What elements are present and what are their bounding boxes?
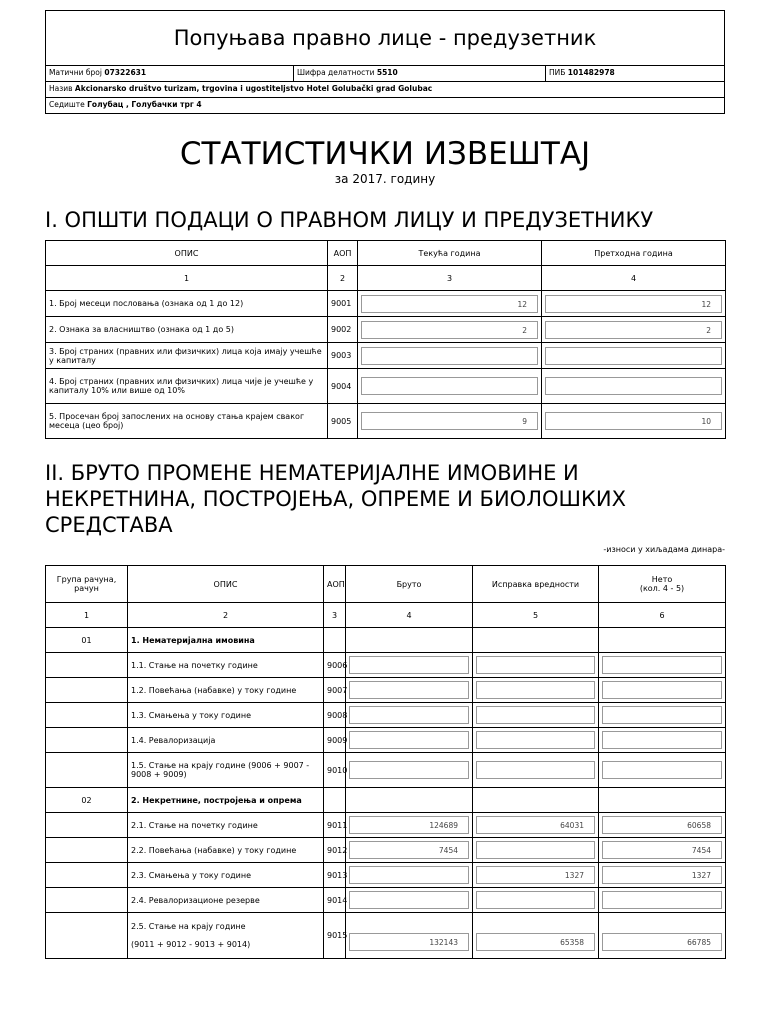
net-cell — [599, 813, 726, 838]
col-header-aop: АОП — [328, 241, 358, 266]
adjustment-cell — [473, 703, 599, 728]
row-aop: 9011 — [324, 813, 346, 838]
net-field[interactable] — [602, 891, 722, 909]
table-row — [46, 863, 726, 888]
row-aop: 9001 — [328, 291, 358, 317]
tax-id-label: ПИБ — [549, 68, 566, 77]
col-header-desc: ОПИС — [46, 241, 328, 266]
gross-changes-table — [45, 565, 726, 959]
row-description: 4. Број страних (правних или физичких) лица чије је учешће у капиталу 10% или више од 10% — [46, 369, 328, 404]
col-header-gross: Бруто — [346, 566, 473, 603]
group-row — [46, 788, 726, 813]
row-aop: 9003 — [328, 343, 358, 369]
col-number: 1 — [46, 266, 328, 291]
row-aop: 9013 — [324, 863, 346, 888]
adjustment-cell — [473, 813, 599, 838]
row-description: 1.5. Стање на крају године (9006 + 9007 - 9008 + 9009) — [128, 753, 324, 788]
table-row — [46, 317, 726, 343]
gross-cell — [346, 703, 473, 728]
row-aop: 9005 — [328, 404, 358, 439]
table-row — [46, 838, 726, 863]
current-year-field[interactable]: 2 — [361, 321, 538, 339]
header-seat-row — [46, 98, 724, 113]
empty-cell — [324, 788, 346, 813]
company-name-label: Назив — [49, 84, 73, 93]
current-year-cell — [358, 404, 542, 439]
group-row — [46, 628, 726, 653]
activity-code-label: Шифра делатности — [297, 68, 375, 77]
header-title: Попуњава правно лице - предузетник — [46, 11, 724, 66]
row-description: 2.3. Смањења у току године — [128, 863, 324, 888]
row-description: 1.3. Смањења у току године — [128, 703, 324, 728]
filer-header — [45, 10, 725, 114]
activity-code-cell — [294, 66, 546, 81]
adjustment-cell — [473, 838, 599, 863]
group-title: 2. Некретнине, постројења и опрема — [128, 788, 324, 813]
col-number: 4 — [542, 266, 726, 291]
row-aop: 9012 — [324, 838, 346, 863]
previous-year-cell — [542, 369, 726, 404]
table-header-row — [46, 566, 726, 603]
row-description: 5. Просечан број запослених на основу стања крајем сваког месеца (цео број) — [46, 404, 328, 439]
column-number-row — [46, 603, 726, 628]
net-cell — [599, 888, 726, 913]
adjustment-field[interactable] — [476, 731, 595, 749]
previous-year-field[interactable]: 2 — [545, 321, 722, 339]
row-description: 2.2. Повећања (набавке) у току године — [128, 838, 324, 863]
table-row — [46, 404, 726, 439]
adjustment-field[interactable] — [476, 841, 595, 859]
section-1-title: I. ОПШТИ ПОДАЦИ О ПРАВНОМ ЛИЦУ И ПРЕДУЗЕТНИКУ — [45, 208, 654, 232]
net-field[interactable] — [602, 656, 722, 674]
table-row — [46, 343, 726, 369]
current-year-cell — [358, 291, 542, 317]
row-description: 2. Ознака за власништво (ознака од 1 до 5) — [46, 317, 328, 343]
current-year-field[interactable]: 12 — [361, 295, 538, 313]
section-2-title: II. БРУТО ПРОМЕНЕ НЕМАТЕРИЈАЛНЕ ИМОВИНЕ И НЕКРЕТНИНА, ПОСТРОЈЕЊА, ОПРЕМЕ И БИОЛОШКИХ СРЕДСТАВА — [45, 461, 626, 537]
row-formula: (9011 + 9012 - 9013 + 9014) — [131, 940, 251, 949]
net-cell — [599, 863, 726, 888]
col-header-previous-year: Претходна година — [542, 241, 726, 266]
row-aop: 9004 — [328, 369, 358, 404]
gross-field[interactable] — [349, 706, 469, 724]
empty-cell — [46, 728, 128, 753]
activity-code-value: 5510 — [376, 68, 398, 77]
col-header-aop: АОП — [324, 566, 346, 603]
empty-cell — [46, 703, 128, 728]
net-cell — [599, 653, 726, 678]
net-cell — [599, 913, 726, 959]
row-aop: 9010 — [324, 753, 346, 788]
col-header-desc: ОПИС — [128, 566, 324, 603]
empty-cell — [46, 863, 128, 888]
gross-cell — [346, 863, 473, 888]
gross-field[interactable] — [349, 681, 469, 699]
empty-cell — [599, 628, 726, 653]
col-number: 2 — [128, 603, 324, 628]
current-year-field[interactable] — [361, 347, 538, 365]
empty-cell — [46, 913, 128, 959]
table-row — [46, 728, 726, 753]
tax-id-value: 101482978 — [567, 68, 615, 77]
group-title: 1. Нематеријална имовина — [128, 628, 324, 653]
gross-cell — [346, 838, 473, 863]
table-header-row — [46, 241, 726, 266]
report-subtitle: за 2017. годину — [334, 172, 436, 186]
amounts-note: -износи у хиљадама динара- — [603, 545, 725, 554]
col-header-current-year: Текућа година — [358, 241, 542, 266]
row-aop: 9015 — [324, 913, 346, 959]
gross-field[interactable] — [349, 761, 469, 779]
previous-year-cell — [542, 291, 726, 317]
empty-cell — [46, 813, 128, 838]
table-row — [46, 913, 726, 959]
net-cell — [599, 703, 726, 728]
empty-cell — [46, 753, 128, 788]
row-description: 2.4. Ревалоризационе резерве — [128, 888, 324, 913]
previous-year-cell — [542, 317, 726, 343]
row-aop: 9002 — [328, 317, 358, 343]
previous-year-field[interactable]: 12 — [545, 295, 722, 313]
company-seat-value: Голубац , Голубачки трг 4 — [87, 100, 202, 109]
report-title: СТАТИСТИЧКИ ИЗВЕШТАЈ — [179, 136, 591, 172]
row-description-line: 2.5. Стање на крају године — [131, 922, 246, 931]
row-aop: 9014 — [324, 888, 346, 913]
net-cell — [599, 728, 726, 753]
empty-cell — [346, 788, 473, 813]
net-field[interactable]: 7454 — [602, 841, 722, 859]
col-header-net-formula: (кол. 4 - 5) — [639, 584, 685, 593]
adjustment-cell — [473, 653, 599, 678]
adjustment-cell — [473, 678, 599, 703]
previous-year-cell — [542, 404, 726, 439]
row-aop: 9008 — [324, 703, 346, 728]
empty-cell — [324, 628, 346, 653]
gross-field[interactable] — [349, 731, 469, 749]
row-aop: 9007 — [324, 678, 346, 703]
col-number: 3 — [324, 603, 346, 628]
table-row — [46, 703, 726, 728]
col-header-net-label: Нето — [651, 575, 673, 584]
net-cell — [599, 678, 726, 703]
registration-number-value: 07322631 — [104, 68, 147, 77]
company-name-cell — [46, 82, 724, 97]
table-row — [46, 653, 726, 678]
row-description — [128, 913, 324, 959]
gross-field[interactable] — [349, 656, 469, 674]
empty-cell — [473, 628, 599, 653]
current-year-cell — [358, 317, 542, 343]
row-description: 2.1. Стање на почетку године — [128, 813, 324, 838]
net-field[interactable] — [602, 731, 722, 749]
empty-cell — [46, 838, 128, 863]
net-field[interactable] — [602, 706, 722, 724]
gross-cell — [346, 728, 473, 753]
gross-field[interactable]: 124689 — [349, 816, 469, 834]
header-name-row — [46, 82, 724, 98]
previous-year-field[interactable]: 10 — [545, 412, 722, 430]
adjustment-field[interactable] — [476, 706, 595, 724]
gross-cell — [346, 678, 473, 703]
net-cell — [599, 838, 726, 863]
adjustment-cell — [473, 913, 599, 959]
empty-cell — [473, 788, 599, 813]
gross-field[interactable]: 132143 — [349, 933, 469, 951]
empty-cell — [599, 788, 726, 813]
adjustment-field[interactable]: 64031 — [476, 816, 595, 834]
row-description: 1. Број месеци пословања (ознака од 1 до 12) — [46, 291, 328, 317]
row-description: 1.4. Ревалоризација — [128, 728, 324, 753]
empty-cell — [46, 888, 128, 913]
adjustment-cell — [473, 728, 599, 753]
adjustment-field[interactable] — [476, 891, 595, 909]
col-number: 1 — [46, 603, 128, 628]
table-row — [46, 753, 726, 788]
empty-cell — [346, 628, 473, 653]
current-year-field[interactable]: 9 — [361, 412, 538, 430]
col-number: 3 — [358, 266, 542, 291]
adjustment-field[interactable] — [476, 761, 595, 779]
gross-field[interactable] — [349, 866, 469, 884]
table-row — [46, 678, 726, 703]
net-field[interactable]: 66785 — [602, 933, 722, 951]
gross-cell — [346, 888, 473, 913]
company-seat-cell — [46, 98, 724, 113]
col-number: 2 — [328, 266, 358, 291]
tax-id-cell — [546, 66, 724, 81]
col-number: 6 — [599, 603, 726, 628]
header-id-row — [46, 66, 724, 82]
gross-cell — [346, 813, 473, 838]
registration-number-label: Матични број — [49, 68, 102, 77]
net-field[interactable] — [602, 761, 722, 779]
table-row — [46, 813, 726, 838]
company-seat-label: Седиште — [49, 100, 85, 109]
row-aop: 9006 — [324, 653, 346, 678]
table-row — [46, 369, 726, 404]
adjustment-cell — [473, 753, 599, 788]
row-description: 1.1. Стање на почетку године — [128, 653, 324, 678]
table-row — [46, 888, 726, 913]
group-code: 01 — [46, 628, 128, 653]
col-header-account-group: Група рачуна, рачун — [46, 566, 128, 603]
adjustment-field[interactable]: 1327 — [476, 866, 595, 884]
adjustment-field[interactable] — [476, 656, 595, 674]
row-aop: 9009 — [324, 728, 346, 753]
group-code: 02 — [46, 788, 128, 813]
previous-year-field[interactable] — [545, 347, 722, 365]
col-number: 4 — [346, 603, 473, 628]
general-data-table — [45, 240, 726, 439]
row-description: 1.2. Повећања (набавке) у току године — [128, 678, 324, 703]
previous-year-field[interactable] — [545, 377, 722, 395]
registration-number-cell — [46, 66, 294, 81]
net-field[interactable]: 60658 — [602, 816, 722, 834]
adjustment-cell — [473, 863, 599, 888]
current-year-field[interactable] — [361, 377, 538, 395]
gross-cell — [346, 913, 473, 959]
adjustment-field[interactable] — [476, 681, 595, 699]
net-cell — [599, 753, 726, 788]
company-name-value: Akcionarsko društvo turizam, trgovina i ugostiteljstvo Hotel Golubački grad Golubac — [74, 84, 433, 93]
current-year-cell — [358, 369, 542, 404]
current-year-cell — [358, 343, 542, 369]
gross-cell — [346, 653, 473, 678]
col-number: 5 — [473, 603, 599, 628]
gross-cell — [346, 753, 473, 788]
previous-year-cell — [542, 343, 726, 369]
net-field[interactable] — [602, 681, 722, 699]
adjustment-cell — [473, 888, 599, 913]
gross-field[interactable] — [349, 891, 469, 909]
row-description: 3. Број страних (правних или физичких) лица која имају учешће у капиталу — [46, 343, 328, 369]
column-number-row — [46, 266, 726, 291]
gross-field[interactable]: 7454 — [349, 841, 469, 859]
empty-cell — [46, 653, 128, 678]
col-header-adjustment: Исправка вредности — [473, 566, 599, 603]
table-row — [46, 291, 726, 317]
adjustment-field[interactable]: 65358 — [476, 933, 595, 951]
empty-cell — [46, 678, 128, 703]
net-field[interactable]: 1327 — [602, 866, 722, 884]
col-header-net — [599, 566, 726, 603]
